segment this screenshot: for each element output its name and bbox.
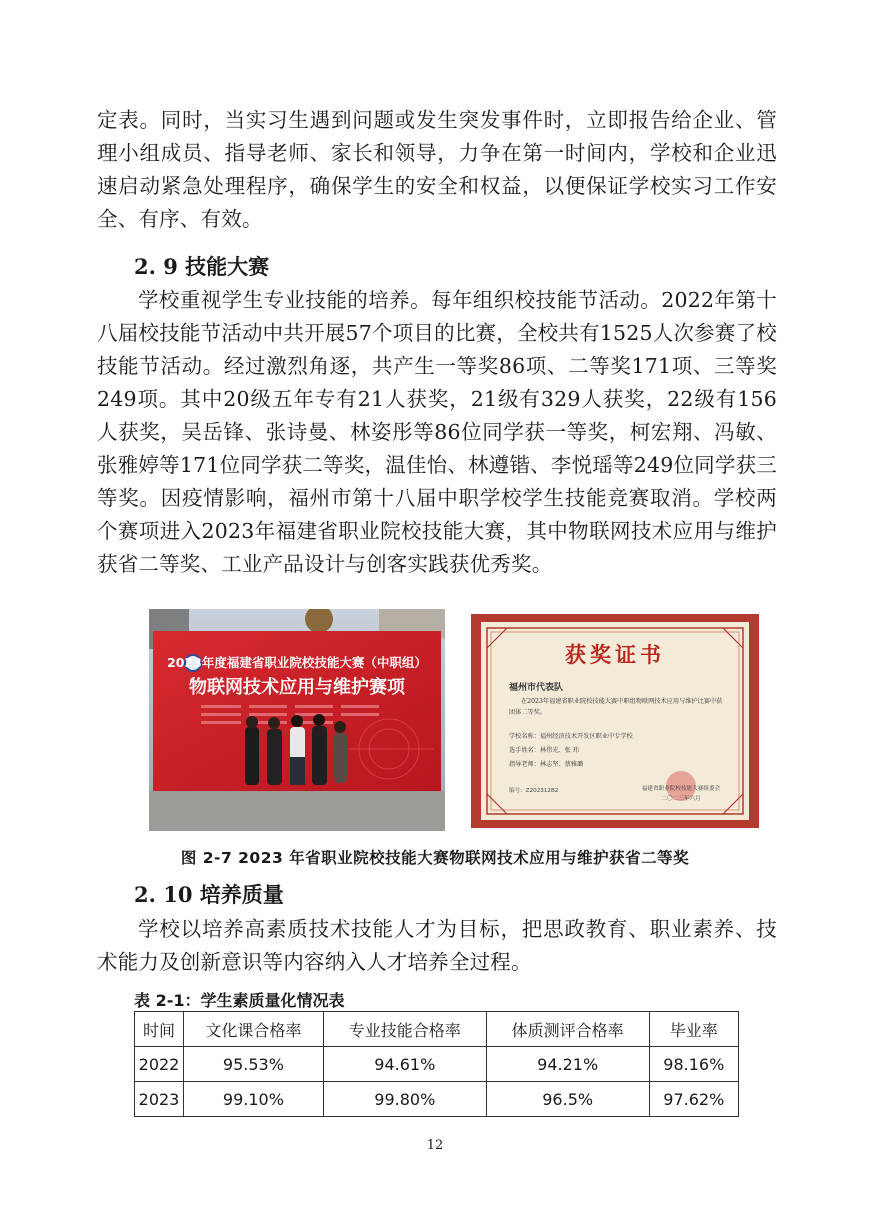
table-cell: 97.62% — [649, 1082, 738, 1117]
paragraph-training-quality: 学校以培养高素质技术技能人才为目标，把思政教育、职业素养、技术能力及创新意识等内容纳入人才培养全过程。 — [97, 917, 777, 974]
certificate-serial: 编号：Z202312B2 — [509, 788, 559, 794]
table-row — [135, 1047, 739, 1082]
certificate-issuer: 福建省职业院校技能大赛组委会 — [641, 786, 721, 792]
table-cell: 2022 — [135, 1047, 184, 1082]
paragraph-skills-competition: 学校重视学生专业技能的培养。每年组织校技能节活动。2022年第十八届校技能节活动中共开展57个项目的比赛，全校共有1525人次参赛了校技能节活动。经过激烈角逐，共产生一等奖86项、二等奖171项、三等奖249项。其中20级五年专有21人获奖，21级有329人获奖，22级有156人获奖，吴岳锋、张诗曼、林姿彤等86位同学获一等奖，柯宏翔、冯敏、张雅婷等171位同学获二等奖，温佳怡、林遵锴、李悦瑶等249位同学获三等奖。因疫情影响，福州市第十八届中职学校学生技能竞赛取消。学校两个赛项进入2023年福建省职业院校技能大赛，其中物联网技术应用与维护获省二等奖、工业产品设计与创客实践获优秀奖。 — [97, 288, 777, 576]
paragraph-intro-continuation: 定表。同时，当实习生遇到问题或发生突发事件时，立即报告给企业、管理小组成员、指导老师、家长和领导，力争在第一时间内，学校和企业迅速启动紧急处理程序，确保学生的安全和权益，以便保证学校实习工作安全、有序、有效。 — [97, 108, 777, 231]
certificate-teachers: 指导老师：林志坚、蔡雅璐 — [509, 761, 584, 768]
banner-title-line2: 物联网技术应用与维护赛项 — [189, 677, 405, 698]
table-header-cell: 专业技能合格率 — [323, 1012, 486, 1047]
student-quality-table — [134, 1011, 739, 1117]
section-heading-skills: 2. 9 技能大赛 — [134, 254, 270, 279]
table-cell: 95.53% — [184, 1047, 324, 1082]
table-cell: 98.16% — [649, 1047, 738, 1082]
table-cell: 94.61% — [323, 1047, 486, 1082]
award-certificate — [471, 614, 759, 828]
table-cell: 2023 — [135, 1082, 184, 1117]
competition-team-photo — [149, 609, 445, 831]
certificate-body: 在2023年福建省职业院校技能大赛中职组物联网技术应用与维护比赛中获团体二等奖。 — [509, 698, 723, 716]
table-header-cell: 文化课合格率 — [184, 1012, 324, 1047]
table-header-cell: 毕业率 — [649, 1012, 738, 1047]
table-header-cell: 体质测评合格率 — [486, 1012, 649, 1047]
table-cell: 99.10% — [184, 1082, 324, 1117]
certificate-date: 二〇二三年六月 — [661, 796, 701, 802]
table-cell: 96.5% — [486, 1082, 649, 1117]
table-title: 表 2-1：学生素质量化情况表 — [134, 991, 345, 1010]
table-cell: 99.80% — [323, 1082, 486, 1117]
figure-caption: 图 2-7 2023 年省职业院校技能大赛物联网技术应用与维护获省二等奖 — [180, 849, 690, 867]
page-number: 12 — [426, 1138, 444, 1153]
table-cell: 94.21% — [486, 1047, 649, 1082]
certificate-team: 福州市代表队 — [509, 683, 564, 693]
table-header-row — [135, 1012, 739, 1047]
certificate-title: 获奖证书 — [565, 642, 665, 667]
table-header-cell: 时间 — [135, 1012, 184, 1047]
certificate-school: 学校名称：福州经济技术开发区职业中专学校 — [509, 733, 633, 740]
table-row — [135, 1082, 739, 1117]
section-heading-quality: 2. 10 培养质量 — [134, 882, 284, 907]
certificate-students: 选手姓名：林伟光、张 玮 — [509, 747, 580, 754]
banner-title-line1: 2023年度福建省职业院校技能大赛（中职组） — [167, 655, 427, 670]
